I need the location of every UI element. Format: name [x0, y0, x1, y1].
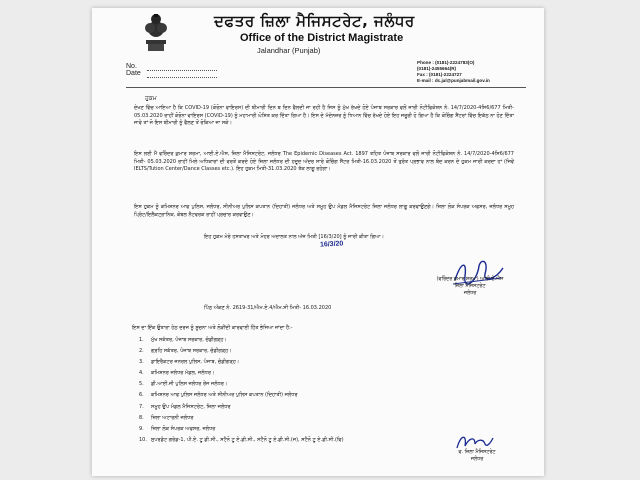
office-contacts: [417, 60, 490, 84]
office-place: Jalandhar (Punjab): [257, 46, 321, 55]
list-item-text: ਮੁੱਖ ਸਕੱਤਰ, ਪੰਜਾਬ ਸਰਕਾਰ, ਚੰਡੀਗੜ੍ਹ।: [151, 337, 227, 343]
order-paragraph-4: ਇਹ ਹੁਕਮ ਮੇਰੇ ਹਸਤਾਖਰ ਅਤੇ ਮੋਹਰ ਅਦਾਲਤ ਨਾਲ ਅੱਜ ਮਿਤੀ [16/3/20] ਨੂੰ ਜਾਰੀ ਕੀਤਾ ਗਿਆ।: [204, 234, 384, 240]
ref-number-label: No.: [126, 63, 137, 70]
order-paragraph-1: ਦੇਖਣ ਵਿੱਚ ਆਇਆ ਹੈ ਕਿ COVID-19 (ਕੋਰੋਨਾ ਵਾਇਰਸ) ਦੀ ਬੀਮਾਰੀ ਦਿਨ ਬ ਦਿਨ ਫੈਲਦੀ ਜਾ ਰਹੀ ਹੈ ਜਿਸ ਨੂੰ ਮੁੱਖ ਰੱਖਦੇ ਹੋਏ ਪੰਜਾਬ ਸਰਕਾਰ ਵਲੋਂ ਜਾਰੀ ਨੋਟੀਫਿਕੇਸ਼ਨ ਨੰ. 14/7/2020-4ਸਿ6/677 ਮਿਤੀ- 05.03.2020 ਰਾਹੀਂ ਕੋਰੋਨਾ ਵਾਇਰਸ (COVID-19) ਨੂੰ ਮਹਾਮਾਰੀ ਘੋਸ਼ਿਤ ਕਰ ਦਿੱਤਾ ਗਿਆ ਹੈ। ਇਸ ਦੇ ਮੱਦੇਨਜ਼ਰ ਨੂੰ ਧਿਆਨ ਵਿੱਚ ਰੱਖਦੇ ਹੋਏ ਇਹ ਜਰੂਰੀ ਹੋ ਗਿਆ ਹੈ ਕਿ ਕੋਚਿੰਗ ਸੈਂਟਰਾਂ ਵਿੱਚ ਇਕੱਠ ਨਾ ਹੋਣ ਦਿੱਤਾ ਜਾਵੇ ਤਾਂ ਜੋ ਇਸ ਬੀਮਾਰੀ ਨੂੰ ਫੈਲਣ ਤੋਂ ਰੋਕਿਆ ਜਾ ਸਕੇ।: [134, 105, 514, 126]
list-item-text: ਜ਼ਿਲਾ ਲੋਕ ਸੰਪਰਕ ਅਫਸਰ, ਜਲੰਧਰ: [151, 425, 216, 432]
endorsing-designation: ਵ. ਜ਼ਿਲਾ ਮੈਜਿਸਟਰੇਟ: [458, 450, 496, 455]
order-paragraph-3: ਇਸ ਹੁਕਮ ਨੂੰ ਕਮਿਸ਼ਨਰ ਆਫ ਪੁਲਿਸ, ਜਲੰਧਰ, ਸੀਨੀਅਰ ਪੁਲਿਸ ਕਪਤਾਨ (ਦਿਹਾਤੀ) ਜਲੰਧਰ ਅਤੇ ਸਮੂਹ ਉਪ ਮੰਡਲ ਮੈਜਿਸਟਰੇਟ ਜ਼ਿਲਾ ਜਲੰਧਰ ਲਾਗੂ ਕਰਵਾਉਣਗੇ। ਜ਼ਿਲਾ ਲੋਕ ਸੰਪਰਕ ਅਫਸਰ, ਜਲੰਧਰ ਸਮੂਹ ਪ੍ਰਿੰਟ/ਇਲੈਕਟ੍ਰਾਨਿਕ, ਕੇਬਲ ਨੈਟਵਰਕ ਰਾਹੀਂ ਪ੍ਰਚਾਰ ਕਰਵਾਉਣ।: [134, 204, 514, 218]
order-salutation: ਹੁਕਮ: [145, 95, 157, 102]
contact-line: (0181)-2455664(R): [417, 66, 457, 71]
list-item: [139, 335, 344, 346]
list-item: [139, 357, 344, 368]
office-title-english: Office of the District Magistrate: [240, 32, 404, 44]
list-item-text: ਡੀ.ਆਈ.ਜੀ ਪੁਲਿਸ ਜਲੰਧਰ ਰੇਂਜ ਜਲੰਧਰ।: [151, 381, 228, 388]
state-emblem-icon: [143, 12, 169, 54]
signatory-designation: ਜ਼ਿਲਾ ਮੈਜਿਸਟਰੇਟ: [454, 284, 486, 289]
list-item-number: 10.: [139, 436, 147, 443]
list-item: [139, 368, 344, 379]
order-paragraph-2: ਇਸ ਲਈ ਮੈਂ ਵਰਿੰਦਰ ਕੁਮਾਰ ਸ਼ਰਮਾ, ਆਈ.ਏ.ਐਸ, ਜ਼ਿਲਾ ਮੈਜਿਸਟਰੇਟ, ਜਲੰਧਰ The Epidemic Diseases Act. 1897 ਤਹਿਤ ਪੰਜਾਬ ਸਰਕਾਰ ਵਲੋਂ ਜਾਰੀ ਨੋਟੀਫਿਕੇਸ਼ਨ ਨੰ. 14/7/2020-4ਸਿ6/677 ਮਿਤੀ- 05.03.2020 ਰਾਹੀਂ ਮਿਲੇ ਅਧਿਕਾਰਾਂ ਦੀ ਵਰਤੋਂ ਕਰਦੇ ਹੋਏ ਜ਼ਿਲਾ ਜਲੰਧਰ ਦੀ ਹਦੂਦ ਅੰਦਰ ਸਾਰੇ ਕੋਚਿੰਗ ਸੈਂਟਰ ਮਿਤੀ-16.03.2020 ਤੋਂ ਤੁਰੰਤ ਪ੍ਰਭਾਵ ਨਾਲ ਬੰਦ ਕਰਨ ਦੇ ਹੁਕਮ ਜਾਰੀ ਕਰਦਾ ਹਾਂ (ਜਿਵੇਂ IELTS/Tution Center/Dance Classes etc.). ਇਹ ਹੁਕਮ ਮਿਤੀ-31.03.2020 ਤੱਕ ਲਾਗੂ ਰਹੇਗਾ।: [134, 151, 514, 172]
handwritten-date: 16/3/20: [319, 240, 344, 249]
list-item-number: 9.: [139, 425, 144, 432]
ref-number-line: [147, 70, 217, 71]
date-label: Date: [126, 70, 141, 77]
list-item-number: 5.: [139, 381, 144, 388]
list-item: [139, 379, 344, 390]
endorsing-place: ਜਲੰਧਰ: [470, 457, 484, 462]
document-page: [92, 8, 544, 476]
list-item-number: 7.: [139, 403, 144, 410]
contact-line: E-mail : dc.jal@punjabmail.gov.in: [417, 78, 490, 83]
contact-line: Phone : (0181)-2224783(O): [417, 60, 475, 65]
list-item-text: ਕਮਿਸ਼ਨਰ ਆਫ ਪੁਲਿਸ ਜਲੰਧਰ ਅਤੇ ਸੀਨੀਅਰ ਪੁਲਿਸ ਕਪਤਾਨ (ਦਿਹਾਤੀ) ਜਲੰਧਰ: [151, 392, 298, 399]
list-item: [139, 435, 344, 446]
signatory-name: (ਵਰਿੰਦਰ ਕੁਮਾਰ ਸ਼ਰਮਾ) ਆਈ.ਏ.ਐਸ: [436, 277, 504, 282]
list-item: [139, 413, 344, 424]
list-item-number: 8.: [139, 414, 144, 421]
list-item: [139, 402, 344, 413]
header-divider: [126, 87, 526, 88]
list-item-number: 1.: [139, 337, 144, 343]
date-line: [147, 77, 217, 78]
list-item-text: ਸੁਪਰਡੰਟ ਗਰੇਡ-1, ਪੀ.ਏ. ਟੂ ਡੀ.ਸੀ., ਸਟੈਨੋ ਟੂ ਏ.ਡੀ.ਸੀ., ਸਟੈਨੋ ਟੂ ਏ.ਡੀ.ਸੀ.(ਜ), ਸਟੈਨੋ ਟੂ ਏ.ਡੀ.ਸੀ.(ਵਿ): [151, 436, 344, 443]
list-item-text: ਗ੍ਰਹਿ ਸਕੱਤਰ, ਪੰਜਾਬ ਸਰਕਾਰ, ਚੰਡੀਗੜ੍ਹ।: [151, 348, 232, 355]
list-item-number: 3.: [139, 359, 144, 366]
list-item: [139, 390, 344, 401]
recipient-list: [139, 335, 344, 446]
list-item: [139, 424, 344, 435]
list-item-text: ਸਮੂਹ ਉਪ ਮੰਡਲ ਮੈਜਿਸਟਰੇਟ, ਜ਼ਿਲਾ ਜਲੰਧਰ: [151, 403, 231, 410]
list-item-text: ਡਾਇਰੈਕਟਰ ਜਨਰਲ ਪੁਲਿਸ, ਪੰਜਾਬ, ਚੰਡੀਗੜ੍ਹ।: [151, 359, 240, 366]
list-item-number: 2.: [139, 348, 144, 355]
contact-line: Fax : (0181)-2224727: [417, 72, 462, 77]
signatory-place: ਜਲੰਧਰ: [463, 291, 477, 296]
list-item: [139, 346, 344, 357]
office-title-gurmukhi: ਦਫਤਰ ਜ਼ਿਲਾ ਮੈਜਿਸਟਰੇਟ, ਜਲੰਧਰ: [214, 12, 415, 30]
endorsement-number: ਪਿੱਠ ਅੰਕਣ ਨੰ. 2619-31/ਐਮ.ਏ.4/ਐਮ.ਸੀ ਮਿਤੀ- 16.03.2020: [204, 305, 332, 311]
list-item-number: 6.: [139, 392, 144, 399]
copy-forwarded-intro: ਇਸ ਦਾ ਇੱਕ ਉਤਾਰਾ ਹੇਠ ਦਰਜ ਨੂੰ ਸੂਚਨਾ ਅਤੇ ਲੋੜੀਂਦੀ ਕਾਰਵਾਈ ਹਿੱਤ ਭੇਜਿਆ ਜਾਂਦਾ ਹੈ:-: [132, 325, 293, 331]
list-item-number: 4.: [139, 370, 144, 377]
list-item-text: ਜ਼ਿਲਾ ਅਟਾਰਨੀ ਜਲੰਧਰ: [151, 414, 194, 421]
list-item-text: ਕਮਿਸ਼ਨਰ ਜਲੰਧਰ ਮੰਡਲ, ਜਲੰਧਰ।: [151, 370, 215, 377]
